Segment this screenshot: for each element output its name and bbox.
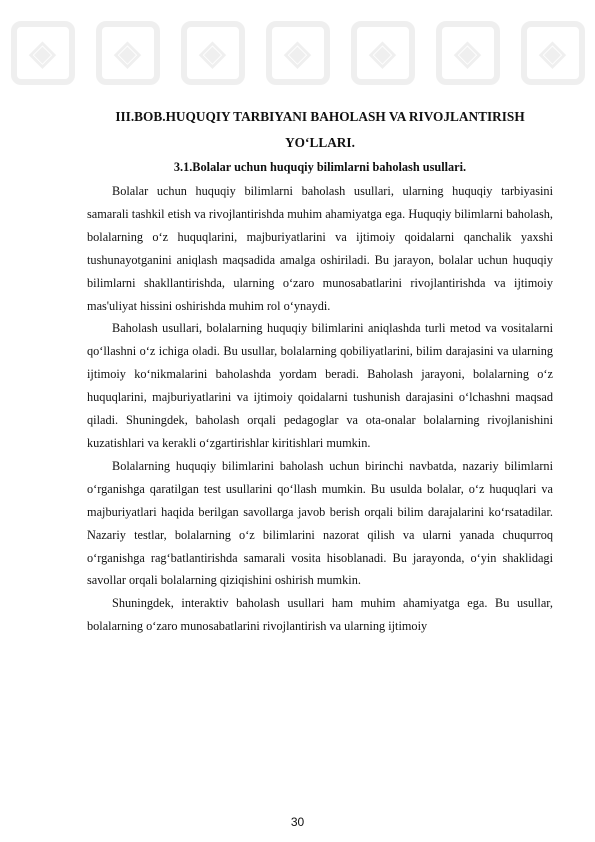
paragraph: Shuningdek, interaktiv baholash usullari ham muhim ahamiyatga ega. Bu usullar, bolalarning o‘zaro munosabatlarini rivojlantirish va ularning ijtimoiy: [87, 596, 553, 634]
chapter-heading-line1: III.BOB.HUQUQIY TARBIYANI BAHOLASH VA RIVOJLANTIRISH: [115, 109, 525, 124]
section-title: 3.1.Bolalar uchun huquqiy bilimlarni baholash usullari.: [173, 160, 467, 174]
watermark-mark: ◈: [181, 21, 245, 85]
paragraph: Bolalar uchun huquqiy bilimlarni baholash usullari, ularning huquqiy tarbiyasini samarali tashkil etish va rivojlantirishda muhim ahamiyatga ega. Huquqiy bilimlarni baholash, bolalarning o‘z huquqlarini, majburiyatlarini va ijtimoiy qoidalarni qanchalik yaxshi tushunayotganini aniqlash maqsadida amalga oshiriladi. Bu jarayon, bolalar uchun huquqiy bilimlarni shakllantirishda, ularning o‘zaro munosabatlarini rivojlantirishda va ijtimoiy mas'uliyat hissini oshirishda muhim rol o‘ynaydi.: [87, 184, 553, 313]
watermark-mark: ◈: [96, 21, 160, 85]
chapter-heading-line2: YO‘LLARI.: [285, 135, 355, 150]
watermark-mark: ◈: [351, 21, 415, 85]
paragraph: Bolalarning huquqiy bilimlarini baholash uchun birinchi navbatda, nazariy bilimlarni o‘rganishga qaratilgan test usullarini qo‘llash mumkin. Bu usulda bolalar, o‘z huquqlari va majburiyatlari haqida berilgan savollarga javob berish orqali bilim darajalarini ko‘rsatadilar. Nazariy testlar, bolalarning o‘z bilimlarini nazorat qilish va ularni yanada chuqurroq o‘rganishga rag‘batlantirishda samarali vosita hisoblanadi. Bu jarayonda, o‘yin shaklidagi savollar orqali bolalarning qiziqishini oshirish mumkin.: [87, 458, 553, 588]
watermark: [0, 8, 595, 98]
watermark-mark: ◈: [521, 21, 585, 85]
document-page: [87, 104, 553, 638]
page-number: 30: [290, 815, 305, 829]
watermark-mark: ◈: [436, 21, 500, 85]
watermark-mark: ◈: [266, 21, 330, 85]
watermark-mark: ◈: [11, 21, 75, 85]
paragraph: Baholash usullari, bolalarning huquqiy bilimlarini aniqlashda turli metod va vositalarni qo‘llashni o‘z ichiga oladi. Bu usullar, bolalarning qobiliyatlarini, bilim darajasini va ularning ijtimoiy ko‘nikmalarini baholashda yordam beradi. Baholash jarayoni, bolalarning o‘z huquqlarini, majburiyatlarini va ijtimoiy qoidalarni tushunish darajasini o‘lchashni maqsad qiladi. Shuningdek, baholash orqali pedagoglar va ota-onalar bolalarning rivojlanishini kuzatishlari va kerakli o‘zgartirishlar kiritishlari mumkin.: [87, 321, 553, 450]
